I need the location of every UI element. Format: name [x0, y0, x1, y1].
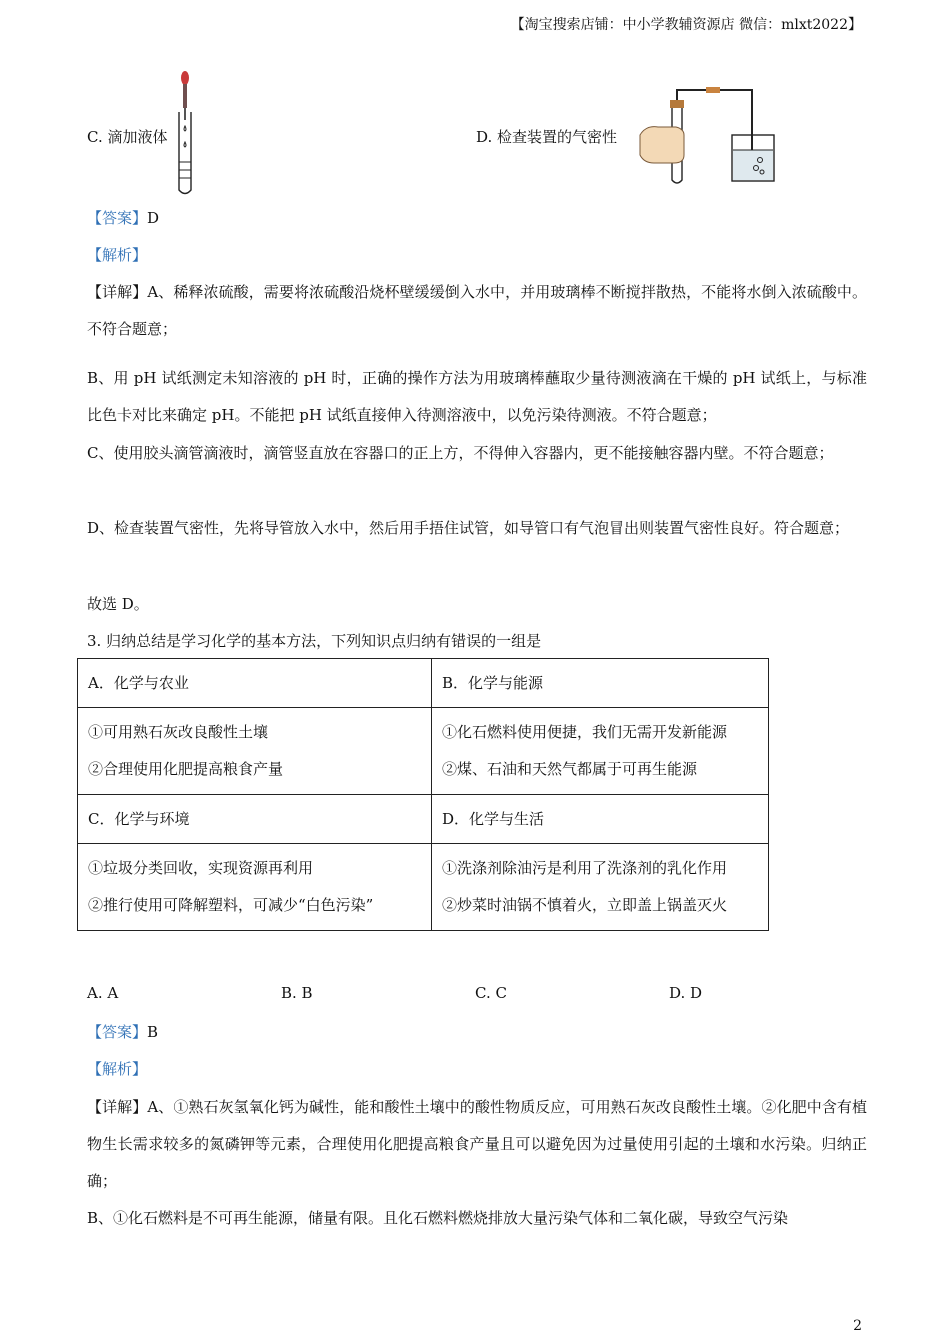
q3-detail-b: B、①化石燃料是不可再生能源，储量有限。且化石燃料燃烧排放大量污染气体和二氧化碳，导致空气污染: [87, 1209, 789, 1227]
table-cell-head-a: A．化学与农业: [78, 659, 432, 708]
list-item: ①可用熟石灰改良酸性土壤: [88, 723, 269, 741]
table-cell-items-d: [432, 844, 769, 931]
table-row: [78, 659, 769, 708]
q3-detail-a: [87, 1089, 867, 1200]
q2-analysis-tag: 【解析】: [87, 246, 148, 264]
answer-tag: 【答案】: [87, 1023, 148, 1041]
table-cell-head-c: C．化学与环境: [78, 795, 432, 844]
list-item: ①垃圾分类回收，实现资源再利用: [88, 859, 314, 877]
answer-tag: 【答案】: [87, 209, 148, 227]
q2-answer: [87, 207, 159, 228]
choice-d: D. D: [669, 984, 703, 1002]
answer-value: B: [147, 1023, 159, 1041]
table-cell-head-b: B．化学与能源: [432, 659, 769, 708]
choice-b: B. B: [281, 984, 313, 1002]
table-cell-items-b: [432, 708, 769, 795]
list-item: ②炒菜时油锅不慎着火，立即盖上锅盖灭火: [442, 896, 728, 914]
option-d-label: D. 检查装置的气密性: [476, 128, 618, 146]
q2-conclusion: 故选 D。: [87, 595, 149, 613]
q3-answer: [87, 1021, 158, 1042]
list-item: ①洗涤剂除油污是利用了洗涤剂的乳化作用: [442, 859, 728, 877]
table-cell-items-c: [78, 844, 432, 931]
list-item: ②煤、石油和天然气都属于可再生能源: [442, 760, 698, 778]
page-number: 2: [853, 1318, 862, 1334]
detail-a-text: A、①熟石灰氢氧化钙为碱性，能和酸性土壤中的酸性物质反应，可用熟石灰改良酸性土壤。②化肥中含有植物生长需求较多的氮磷钾等元素，合理使用化肥提高粮食产量且可以避免因为过量使用引起的土壤和水污染。归纳正确；: [87, 1098, 867, 1190]
option-c-label: C. 滴加液体: [87, 128, 168, 146]
q2-detail-d: D、检查装置气密性，先将导管放入水中，然后用手捂住试管，如导管口有气泡冒出则装置气密性良好。符合题意；: [87, 519, 850, 537]
page-header: 【淘宝搜索店铺：中小学教辅资源店 微信：mlxt2022】: [510, 17, 862, 33]
airtightness-check-illustration: [632, 80, 782, 190]
q3-stem: 3. 归纳总结是学习化学的基本方法，下列知识点归纳有错误的一组是: [87, 632, 542, 650]
detail-tag: 【详解】: [87, 1098, 148, 1116]
table-row: [78, 708, 769, 795]
q3-knowledge-table: [77, 658, 769, 931]
q2-detail-c: C、使用胶头滴管滴液时，滴管竖直放在容器口的正上方，不得伸入容器内，更不能接触容器内壁。不符合题意；: [87, 444, 834, 462]
list-item: ②合理使用化肥提高粮食产量: [88, 760, 284, 778]
table-row: [78, 844, 769, 931]
detail-tag: 【详解】: [87, 283, 148, 301]
q2-detail-b: B、用 pH 试纸测定未知溶液的 pH 时，正确的操作方法为用玻璃棒蘸取少量待测液滴在干燥的 pH 试纸上，与标准比色卡对比来确定 pH。不能把 pH 试纸直接伸入待测溶液中，以免污染待测液。不符合题意；: [87, 369, 867, 424]
dropper-test-tube-illustration: [170, 70, 206, 198]
choice-c: C. C: [475, 984, 507, 1002]
q2-detail-a: [87, 274, 867, 348]
table-cell-head-d: D．化学与生活: [432, 795, 769, 844]
list-item: ②推行使用可降解塑料，可减少“白色污染”: [88, 896, 374, 914]
detail-a-text: A、稀释浓硫酸，需要将浓硫酸沿烧杯壁缓缓倒入水中，并用玻璃棒不断搅拌散热，不能将水倒入浓硫酸中。不符合题意；: [87, 283, 867, 338]
table-cell-items-a: [78, 708, 432, 795]
table-row: [78, 795, 769, 844]
q3-analysis-tag: 【解析】: [87, 1060, 148, 1078]
answer-value: D: [147, 209, 160, 227]
list-item: ①化石燃料使用便捷，我们无需开发新能源: [442, 723, 728, 741]
choice-a: A. A: [87, 984, 119, 1002]
